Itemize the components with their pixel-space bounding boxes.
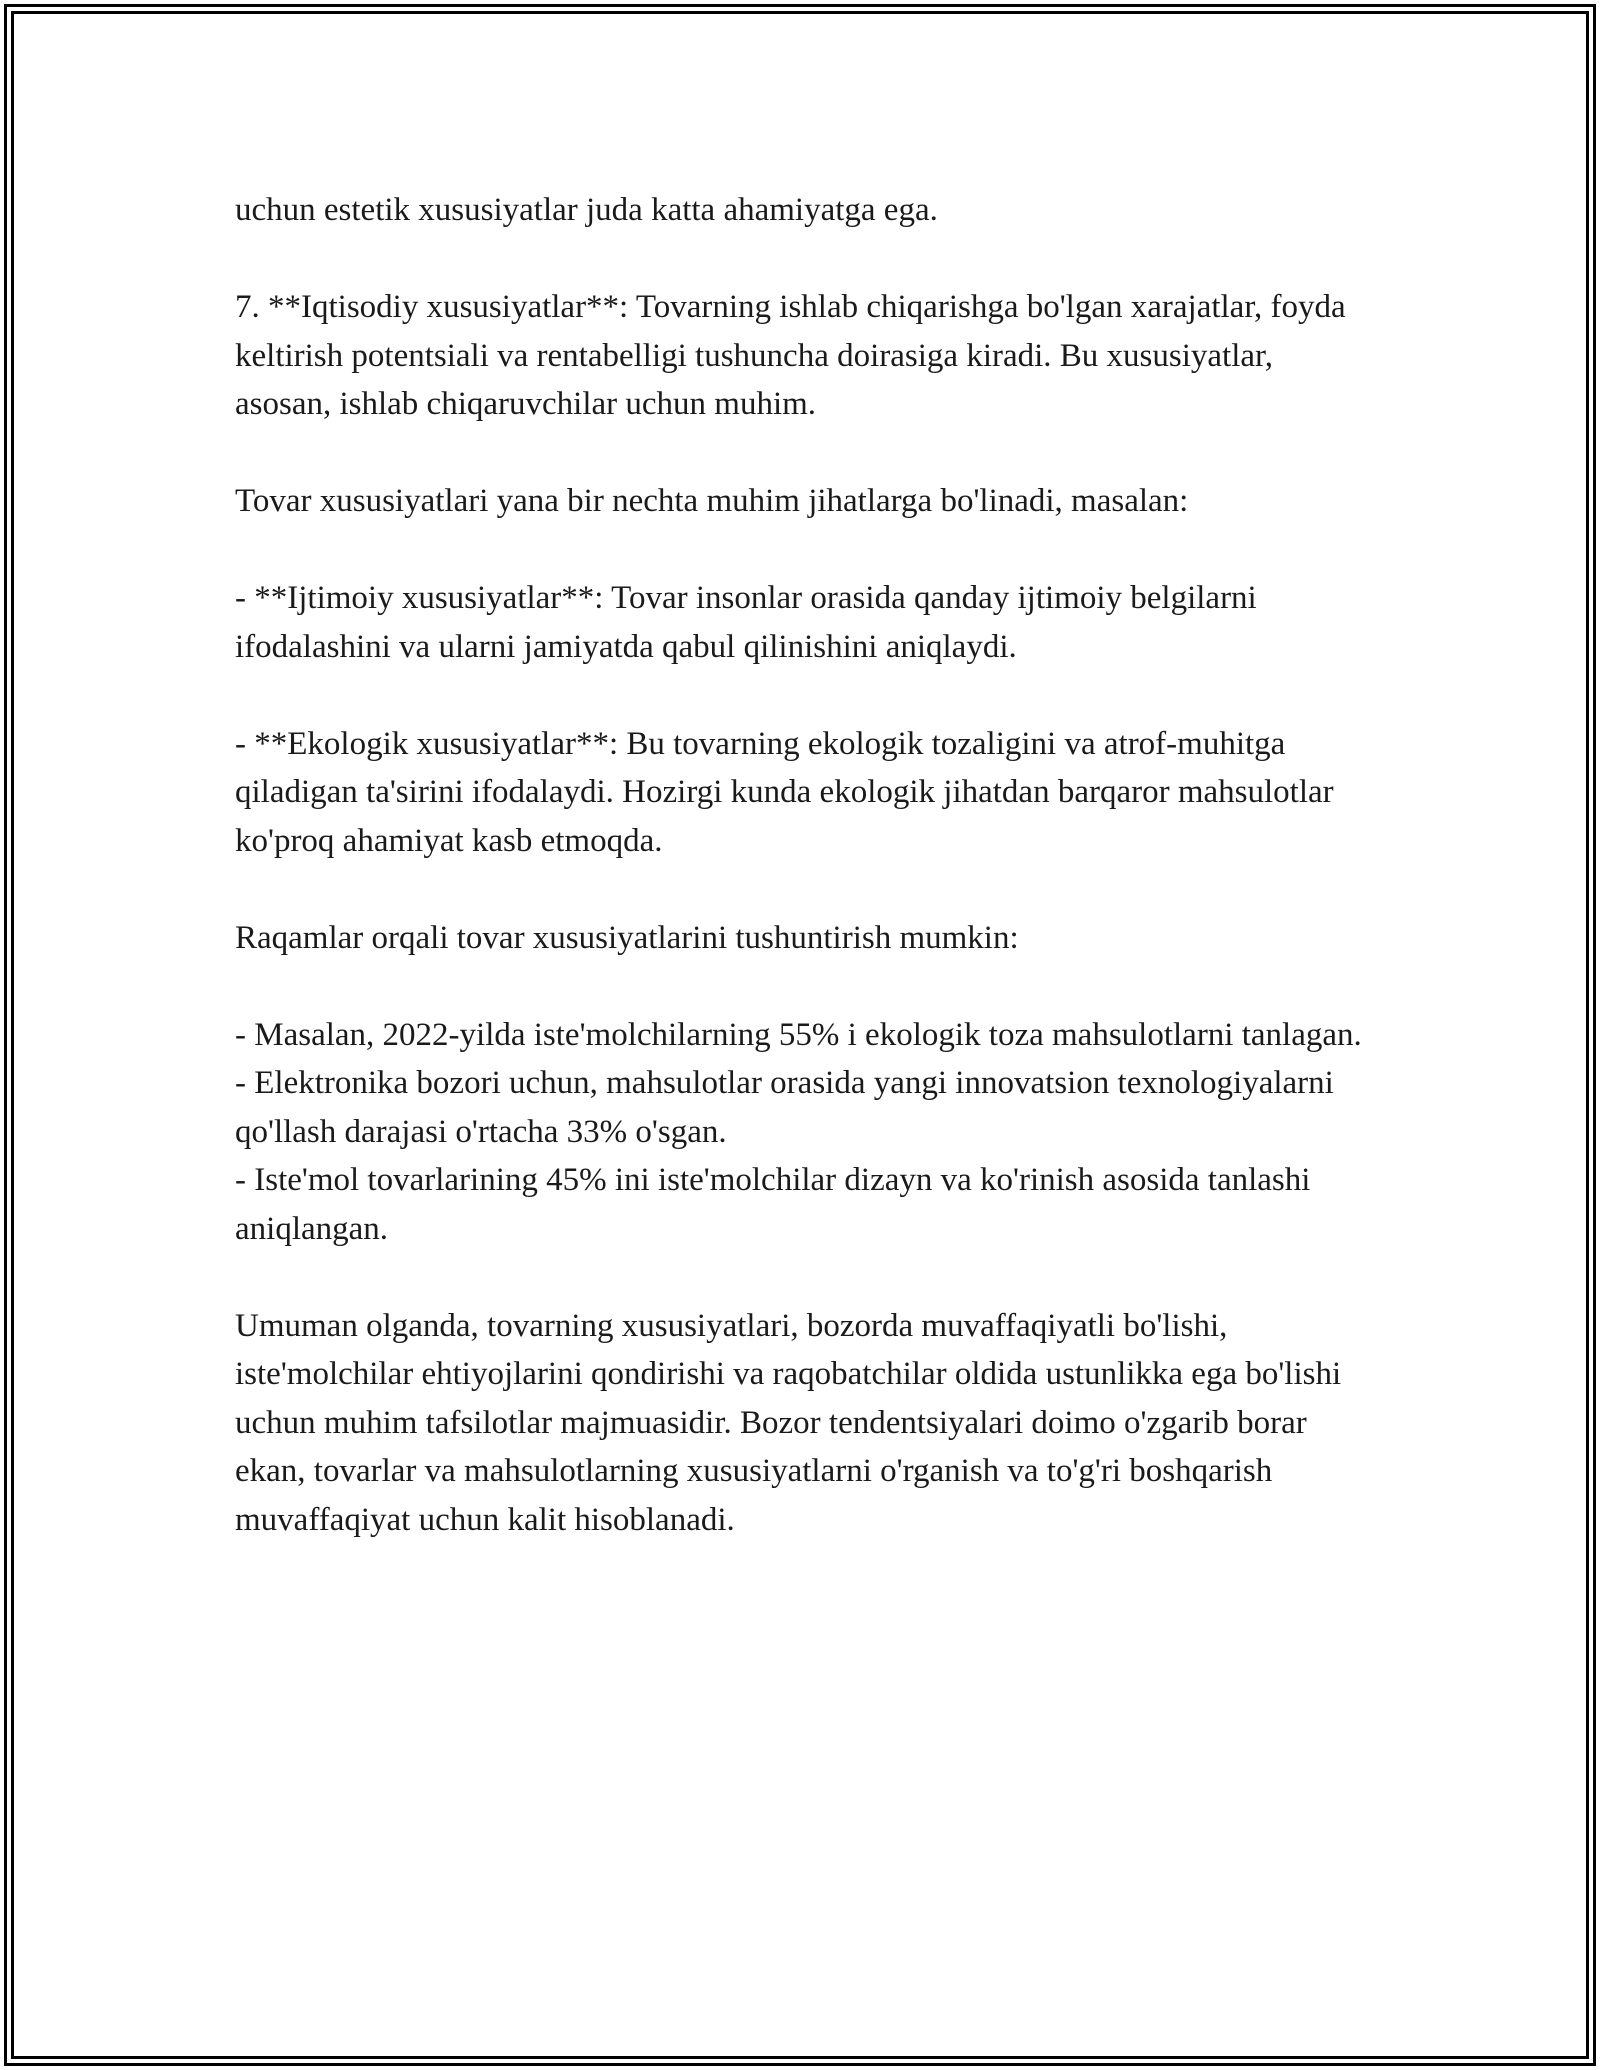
paragraph: - **Ijtimoiy xususiyatlar**: Tovar insonlar orasida qanday ijtimoiy belgilarni ifodalashini va ularni jamiyatda qabul qilinishini aniqlaydi. — [235, 580, 1257, 665]
paragraph: - **Ekologik xususiyatlar**: Bu tovarning ekologik tozaligini va atrof-muhitga qiladigan ta'sirini ifodalaydi. Hozirgi kunda ekologik jihatdan barqaror mahsulotlar ko'proq ahamiyat kasb etmoqda. — [235, 725, 1334, 859]
paragraph-spacer — [235, 962, 1365, 1011]
paragraph-spacer — [235, 865, 1365, 914]
paragraph: 7. **Iqtisodiy xususiyatlar**: Tovarning ishlab chiqarishga bo'lgan xarajatlar, foyda keltirish potentsiali va rentabelligi tushuncha doirasiga kiradi. Bu xususiyatlar, asosan, ishlab chiqaruvchilar uchun muhim. — [235, 289, 1346, 422]
paragraph: - Masalan, 2022-yilda iste'molchilarning 55% i ekologik toza mahsulotlarni tanlagan. — [235, 1016, 1362, 1053]
paragraph: - Elektronika bozori uchun, mahsulotlar orasida yangi innovatsion texnologiyalarni qo'llash darajasi o'rtacha 33% o'sgan. — [235, 1065, 1334, 1150]
paragraph-spacer — [235, 671, 1365, 720]
paragraph-spacer — [235, 429, 1365, 478]
paragraph: uchun estetik xususiyatlar juda katta ahamiyatga ega. — [235, 192, 938, 228]
paragraph-spacer — [235, 1253, 1365, 1302]
paragraph: Raqamlar orqali tovar xususiyatlarini tushuntirish mumkin: — [235, 919, 1019, 956]
paragraph: Umuman olganda, tovarning xususiyatlari, bozorda muvaffaqiyatli bo'lishi, iste'molchilar ehtiyojlarini qondirishi va raqobatchilar oldida ustunlikka ega bo'lishi uchun muhim tafsilotlar majmuasidir. Bozor tendentsiyalari doimo o'zgarib borar ekan, tovarlar va mahsulotlarning xususiyatlarni o'rganish va to'g'ri boshqarish muvaffaqiyat uchun kalit hisoblanadi. — [235, 1307, 1342, 1538]
paragraph: Tovar xususiyatlari yana bir nechta muhim jihatlarga bo'linadi, masalan: — [235, 483, 1189, 519]
paragraph: - Iste'mol tovarlarining 45% ini iste'molchilar dizayn va ko'rinish asosida tanlashi aniqlangan. — [235, 1162, 1311, 1247]
paragraph-spacer — [235, 235, 1365, 284]
document-body — [235, 186, 1365, 1544]
paragraph-spacer — [235, 526, 1365, 575]
